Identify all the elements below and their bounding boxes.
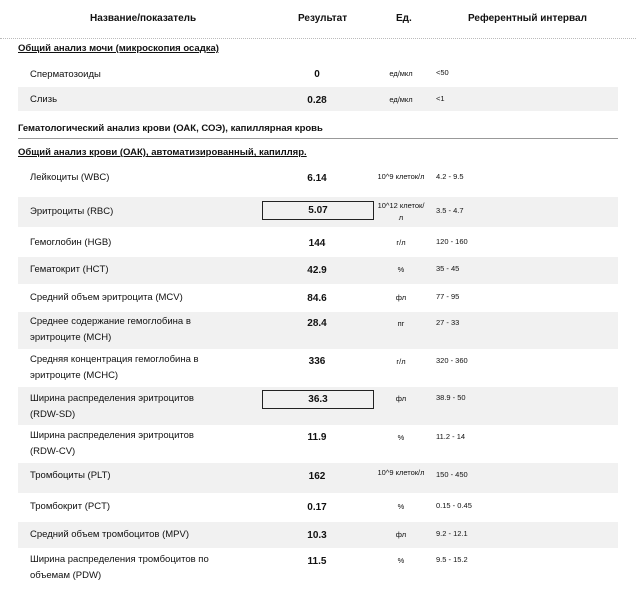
row-unit: г/л: [396, 357, 406, 366]
row-unit: 10^9 клеток/л: [377, 468, 425, 477]
row-result: 6.14: [307, 173, 327, 184]
row-result-flagged: 36.3: [262, 390, 374, 409]
table-row: [18, 387, 618, 425]
row-name: [30, 428, 194, 460]
row-unit: %: [397, 556, 405, 565]
row-unit: ед/мкл: [389, 69, 413, 78]
row-unit: фл: [395, 530, 407, 539]
table-row: [18, 426, 618, 462]
row-unit: фл: [395, 293, 407, 302]
row-name-line2: (RDW-CV): [30, 446, 76, 457]
row-ref: 150 - 450: [436, 470, 468, 479]
row-name: Эритроциты (RBC): [30, 206, 114, 217]
row-name: Средний объем эритроцита (MCV): [30, 292, 183, 303]
header-ref: Референтный интервал: [468, 13, 587, 24]
row-name: Тромбокрит (PCT): [30, 501, 111, 512]
row-unit: %: [397, 433, 405, 442]
row-result: 84.6: [307, 293, 327, 304]
row-unit: 10^12 клеток/л: [377, 201, 425, 222]
row-name-line1: Ширина распределения эритроцитов: [30, 393, 194, 404]
header-name: Название/показатель: [90, 13, 197, 24]
row-name-line1: Ширина распределения тромбоцитов по: [30, 554, 209, 565]
table-row: [18, 494, 618, 521]
row-name: Гемоглобин (HGB): [30, 237, 112, 248]
row-unit: фл: [395, 394, 407, 403]
row-result: 162: [308, 471, 326, 482]
table-row: [18, 197, 618, 227]
table-row: [18, 87, 618, 111]
row-ref: <1: [436, 94, 445, 103]
row-name-line1: Средняя концентрация гемоглобина в: [30, 354, 199, 365]
row-ref: 120 - 160: [436, 237, 468, 246]
row-ref: 77 - 95: [436, 292, 460, 301]
row-result: 11.5: [307, 556, 327, 567]
urine-section-title: Общий анализ мочи (микроскопия осадка): [18, 43, 219, 54]
row-ref: 0.15 - 0.45: [436, 501, 472, 510]
table-row: [18, 166, 618, 196]
row-ref: 9.5 - 15.2: [436, 555, 468, 564]
row-name: [30, 391, 194, 423]
row-result: 11.9: [307, 432, 327, 443]
row-result: 28.4: [307, 318, 327, 329]
row-name: Слизь: [30, 94, 58, 105]
row-result-flagged: 5.07: [262, 201, 374, 220]
row-ref: 38.9 - 50: [436, 393, 466, 402]
row-ref: 9.2 - 12.1: [436, 529, 468, 538]
row-name-line2: (RDW-SD): [30, 409, 76, 420]
row-name: Лейкоциты (WBC): [30, 172, 110, 183]
row-name-line1: Среднее содержание гемоглобина в: [30, 316, 191, 327]
row-unit: %: [397, 502, 405, 511]
row-name: [30, 552, 209, 584]
row-unit: 10^9 клеток/л: [377, 172, 425, 181]
row-result: 0: [314, 69, 320, 80]
row-unit: %: [397, 265, 405, 274]
row-name-line2: эритроците (MCH): [30, 332, 112, 343]
row-result: 10.3: [307, 530, 327, 541]
table-row: [18, 550, 618, 588]
table-row: [18, 230, 618, 256]
row-name: Тромбоциты (PLT): [30, 470, 111, 481]
table-row: [18, 312, 618, 349]
row-name-line1: Ширина распределения эритроцитов: [30, 430, 194, 441]
row-ref: 27 - 33: [436, 318, 460, 327]
row-ref: 11.2 - 14: [436, 432, 466, 441]
table-row: [18, 522, 618, 548]
row-unit: г/л: [396, 238, 406, 247]
row-name-line2: объемам (PDW): [30, 570, 102, 581]
table-row: [18, 463, 618, 493]
row-name: Средний объем тромбоцитов (MPV): [30, 529, 190, 540]
table-header: [0, 0, 636, 39]
row-result: 0.17: [307, 502, 327, 513]
row-result: 0.28: [307, 95, 327, 106]
row-ref: 35 - 45: [436, 264, 460, 273]
header-unit: Ед.: [396, 13, 412, 24]
row-ref: 3.5 - 4.7: [436, 206, 464, 215]
row-name: Сперматозоиды: [30, 69, 101, 80]
row-result: 144: [308, 238, 326, 249]
table-row: [18, 257, 618, 284]
row-name: Гематокрит (HCT): [30, 264, 109, 275]
row-unit: ед/мкл: [389, 95, 413, 104]
table-row: [18, 350, 618, 386]
row-ref: 4.2 - 9.5: [436, 172, 464, 181]
table-row: [18, 63, 618, 85]
row-ref: 320 - 360: [436, 356, 468, 365]
row-unit: пг: [397, 319, 405, 328]
header-result: Результат: [298, 13, 348, 24]
blood-subtitle: Общий анализ крови (ОАК), автоматизированный, капилляр.: [18, 147, 307, 158]
row-result: 42.9: [307, 265, 327, 276]
blood-section-title: Гематологический анализ крови (ОАК, СОЭ), капиллярная кровь: [18, 123, 618, 139]
row-ref: <50: [436, 68, 449, 77]
row-name-line2: эритроците (MCHC): [30, 370, 119, 381]
row-result: 336: [308, 356, 326, 367]
table-row: [18, 285, 618, 311]
row-name: [30, 314, 191, 346]
row-name: [30, 352, 199, 384]
